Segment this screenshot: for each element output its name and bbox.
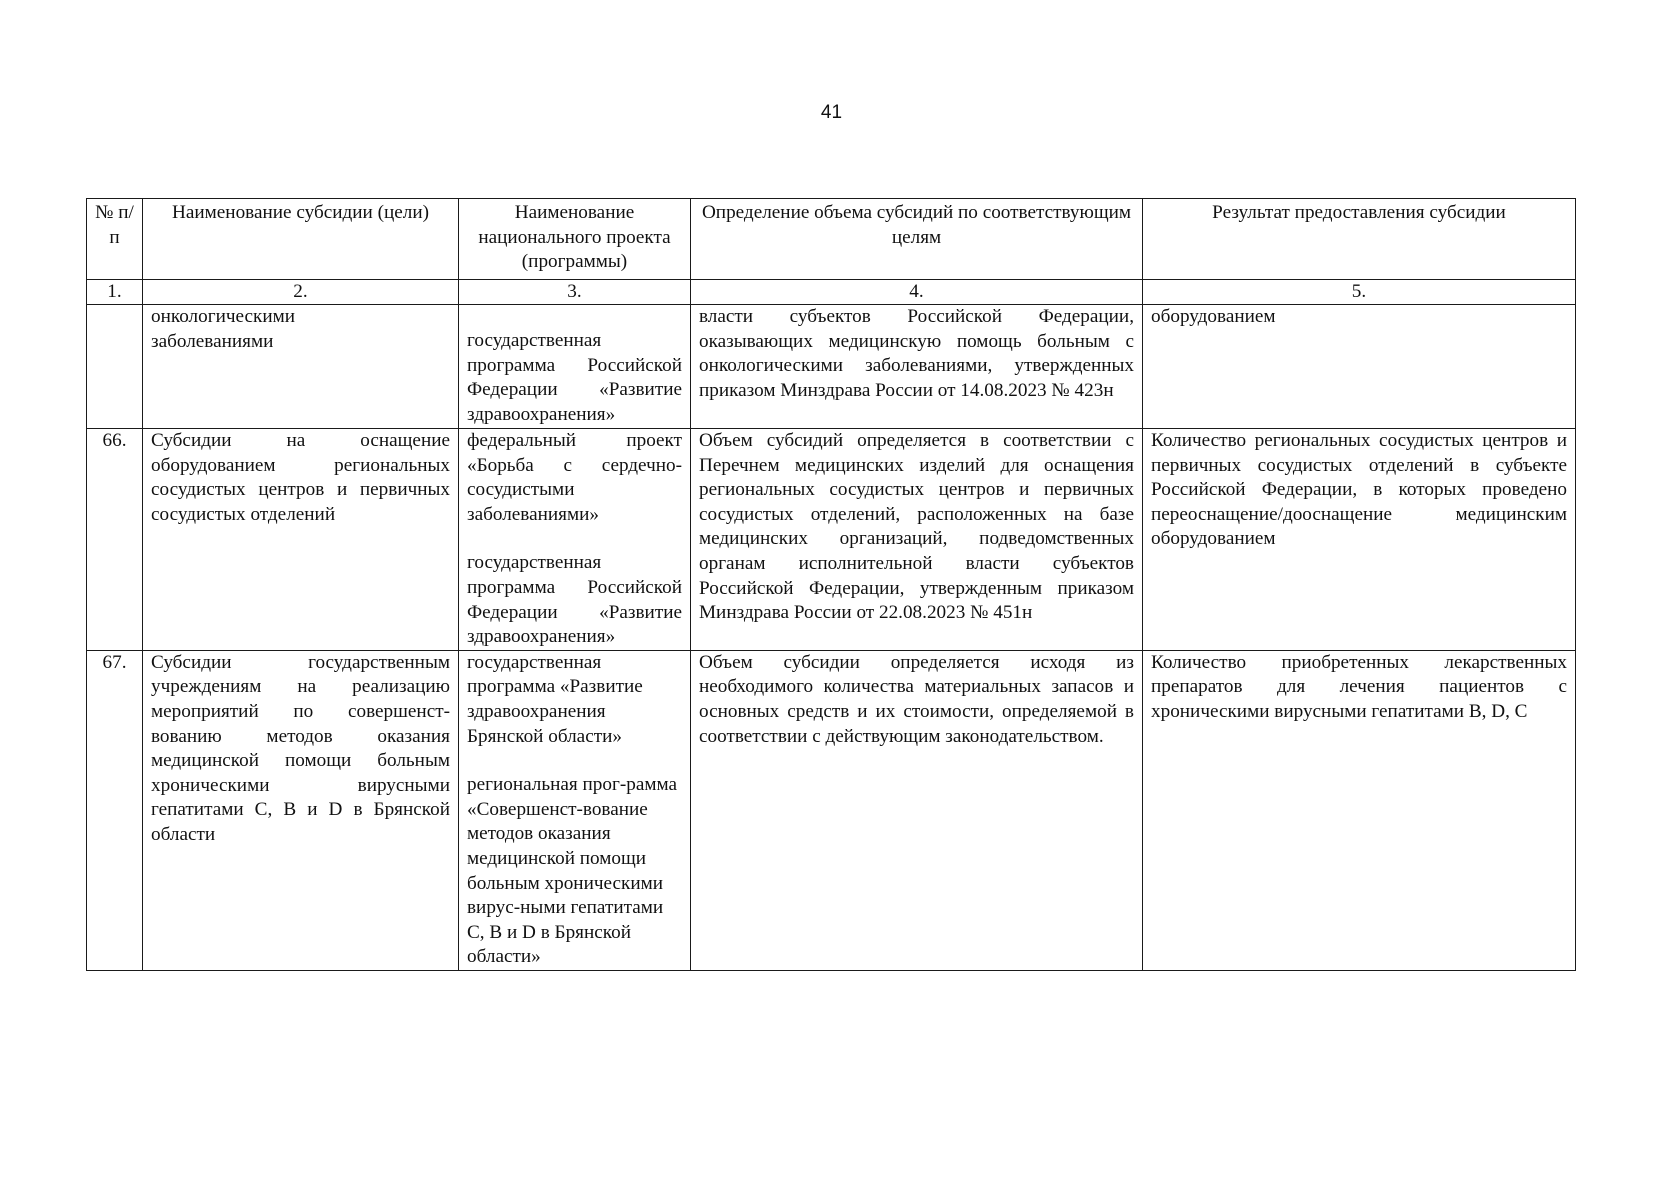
subsidy-name: онкологическими заболеваниями [151,306,296,352]
subsidy-name: Субсидии на оснащение оборудованием региональных сосудистых центров и первичных сосудистых отделений [143,429,459,651]
subsidy-result: оборудованием [1143,305,1576,429]
column-number: 4. [691,280,1143,305]
table-header-row [87,199,1576,280]
column-numbers-row [87,280,1576,305]
subsidies-table [86,198,1576,971]
column-number: 2. [143,280,459,305]
header-subsidy-name: Наименование субсидии (цели) [143,199,459,280]
subsidy-name-cell [143,305,459,429]
volume-definition: власти субъектов Российской Федерации, оказывающих медицинскую помощь больным с онкологическими заболеваниями, утвержденных приказом Минздрава России от 14.08.2023 № 423н [691,305,1143,429]
volume-definition: Объем субсидии определяется исходя из необходимого количества материальных запасов и основных средств и их стоимости, определяемой в соответствии с действующим законодательством. [691,650,1143,970]
table-row [87,429,1576,651]
header-result: Результат предоставления субсидии [1143,199,1576,280]
national-project-secondary: региональная прог-рамма «Совершенст-вование методов оказания медицинской помощи больным хроническими вирус-ными гепатитами С, В и D в Брянской области» [467,774,678,968]
header-national-project: Наименование национального проекта (программы) [459,199,691,280]
national-project-primary: государственная программа «Развитие здравоохранения Брянской области» [467,651,643,747]
header-volume-definition: Определение объема субсидий по соответствующим целям [691,199,1143,280]
table-row [87,305,1576,429]
column-number: 1. [87,280,143,305]
national-project-secondary: государственная программа Российской Федерации «Развитие здравоохранения» [467,552,682,648]
volume-definition: Объем субсидий определяется в соответствии с Перечнем медицинских изделий для оснащения региональных сосудистых центров и первичных сосудистых отделений, расположенных на базе медицинских организаций, подведомственных органам исполнительной власти субъектов Российской Федерации, утвержденным приказом Минздрава России от 22.08.2023 № 451н [691,429,1143,651]
national-project-cell [459,650,691,970]
header-number: № п/п [87,199,143,280]
subsidy-name: Субсидии государственным учреждениям на реализацию мероприятий по совершенст-вованию методов оказания медицинской помощи больным хроническими вирусными гепатитами С, В и D в Брянской области [143,650,459,970]
table-row [87,650,1576,970]
row-number: 66. [87,429,143,651]
subsidy-result: Количество региональных сосудистых центров и первичных сосудистых отделений в субъекте Российской Федерации, в которых проведено переоснащение/дооснащение медицинским оборудованием [1143,429,1576,651]
national-project-secondary: государственная программа Российской Федерации «Развитие здравоохранения» [467,330,682,425]
column-number: 3. [459,280,691,305]
national-project-primary: федеральный проект «Борьба с сердечно-сосудистыми заболеваниями» [467,430,682,525]
row-number: 67. [87,650,143,970]
row-number [87,305,143,429]
national-project-cell [459,305,691,429]
page-number: 41 [820,102,843,123]
national-project-cell [459,429,691,651]
subsidy-result: Количество приобретенных лекарственных препаратов для лечения пациентов с хроническими вирусными гепатитами В, D, С [1143,650,1576,970]
column-number: 5. [1143,280,1576,305]
